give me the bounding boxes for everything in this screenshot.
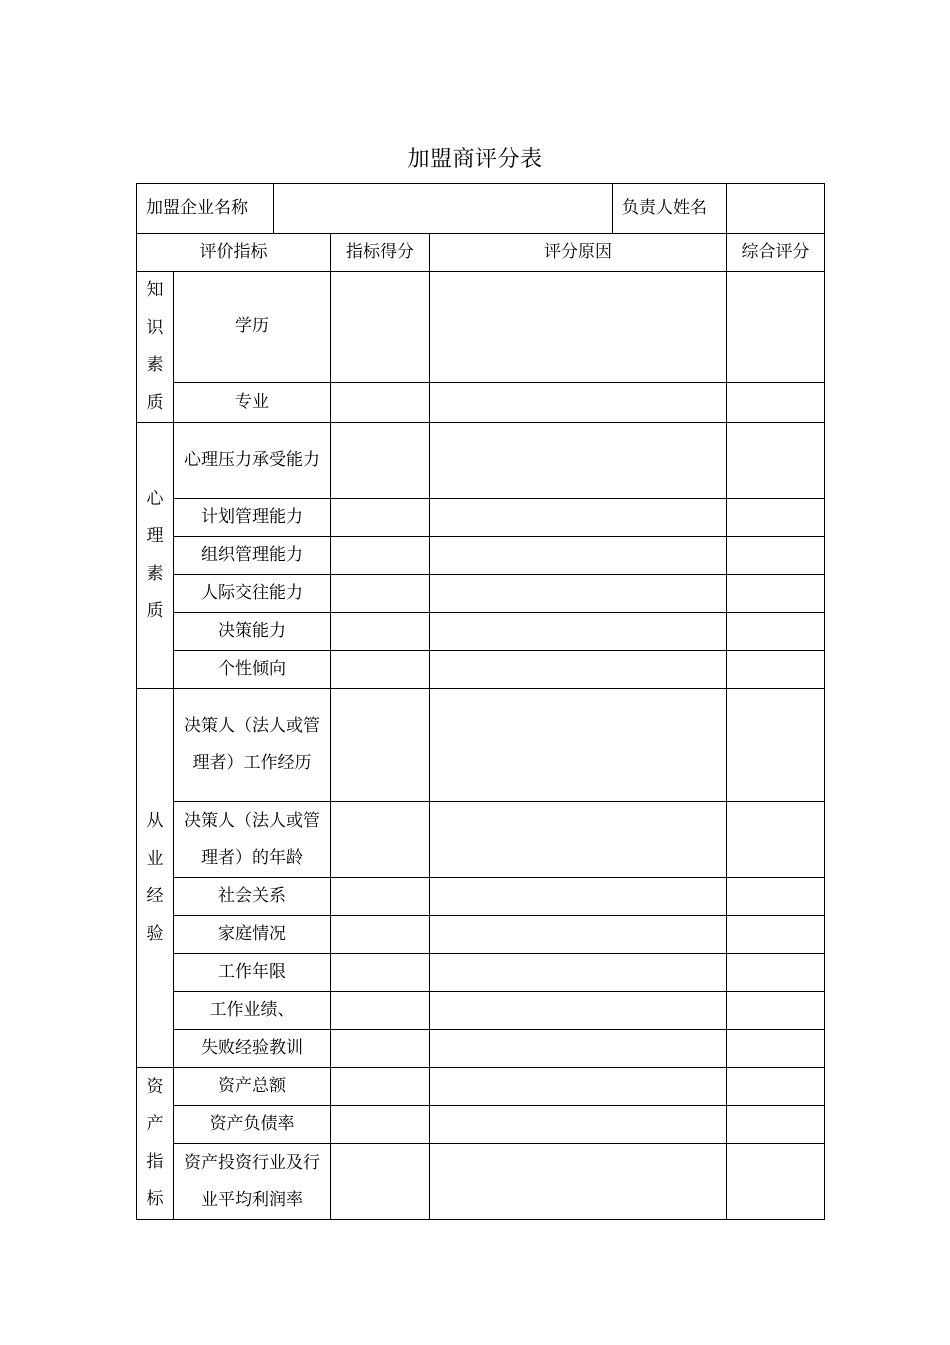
person-name-label: 负责人姓名 [613, 184, 727, 234]
overall-cell[interactable] [727, 954, 825, 992]
item-total-assets: 资产总额 [174, 1068, 331, 1106]
category-experience-label: 从业经验 [146, 811, 164, 944]
overall-cell[interactable] [727, 272, 825, 383]
item-education: 学历 [174, 272, 331, 383]
item-stress-label: 心理压力承受能力 [184, 450, 320, 470]
reason-cell[interactable] [430, 499, 727, 537]
reason-cell[interactable] [430, 423, 727, 499]
overall-cell[interactable] [727, 499, 825, 537]
reason-cell[interactable] [430, 916, 727, 954]
item-performance: 工作业绩、 [174, 992, 331, 1030]
item-age-label: 决策人（法人或管理者）的年龄 [184, 810, 320, 868]
score-cell[interactable] [331, 878, 430, 916]
overall-cell[interactable] [727, 878, 825, 916]
category-knowledge [137, 272, 174, 423]
score-cell[interactable] [331, 499, 430, 537]
item-planning: 计划管理能力 [174, 499, 331, 537]
overall-cell[interactable] [727, 1068, 825, 1106]
score-cell[interactable] [331, 1068, 430, 1106]
company-name-field[interactable] [274, 184, 613, 234]
item-work-history [174, 689, 331, 802]
item-interpersonal: 人际交往能力 [174, 575, 331, 613]
score-cell[interactable] [331, 802, 430, 878]
franchisee-score-table [136, 183, 825, 1220]
item-organizing: 组织管理能力 [174, 537, 331, 575]
category-assets [137, 1068, 174, 1220]
reason-cell[interactable] [430, 1068, 727, 1106]
item-years: 工作年限 [174, 954, 331, 992]
item-stress [174, 423, 331, 499]
score-cell[interactable] [331, 537, 430, 575]
reason-cell[interactable] [430, 537, 727, 575]
item-lessons: 失败经验教训 [174, 1030, 331, 1068]
reason-cell[interactable] [430, 689, 727, 802]
item-debt-ratio: 资产负债率 [174, 1106, 331, 1144]
reason-cell[interactable] [430, 651, 727, 689]
item-major: 专业 [174, 382, 331, 422]
score-cell[interactable] [331, 1106, 430, 1144]
person-name-field[interactable] [727, 184, 825, 234]
reason-cell[interactable] [430, 878, 727, 916]
score-cell[interactable] [331, 382, 430, 422]
reason-cell[interactable] [430, 382, 727, 422]
reason-cell[interactable] [430, 272, 727, 383]
score-cell[interactable] [331, 992, 430, 1030]
score-cell[interactable] [331, 689, 430, 802]
category-experience [137, 689, 174, 1068]
score-cell[interactable] [331, 1144, 430, 1220]
score-cell[interactable] [331, 916, 430, 954]
column-header-reason: 评分原因 [430, 234, 727, 272]
reason-cell[interactable] [430, 1144, 727, 1220]
item-personality: 个性倾向 [174, 651, 331, 689]
overall-cell[interactable] [727, 916, 825, 954]
overall-cell[interactable] [727, 1144, 825, 1220]
overall-cell[interactable] [727, 382, 825, 422]
category-assets-label: 资产指标 [146, 1076, 164, 1209]
category-knowledge-label: 知识素质 [146, 280, 164, 413]
reason-cell[interactable] [430, 992, 727, 1030]
item-work-history-label: 决策人（法人或管理者）工作经历 [184, 716, 320, 773]
overall-cell[interactable] [727, 423, 825, 499]
score-cell[interactable] [331, 954, 430, 992]
overall-cell[interactable] [727, 689, 825, 802]
column-header-indicator: 评价指标 [137, 234, 331, 272]
page-title: 加盟商评分表 [407, 147, 543, 172]
overall-cell[interactable] [727, 613, 825, 651]
item-family: 家庭情况 [174, 916, 331, 954]
item-age [174, 802, 331, 878]
overall-cell[interactable] [727, 537, 825, 575]
company-name-label: 加盟企业名称 [137, 184, 274, 234]
item-investment-label: 资产投资行业及行业平均利润率 [184, 1152, 320, 1210]
reason-cell[interactable] [430, 613, 727, 651]
overall-cell[interactable] [727, 1030, 825, 1068]
score-cell[interactable] [331, 272, 430, 383]
reason-cell[interactable] [430, 802, 727, 878]
reason-cell[interactable] [430, 575, 727, 613]
score-cell[interactable] [331, 613, 430, 651]
overall-cell[interactable] [727, 651, 825, 689]
score-cell[interactable] [331, 423, 430, 499]
score-cell[interactable] [331, 651, 430, 689]
item-decision: 决策能力 [174, 613, 331, 651]
overall-cell[interactable] [727, 802, 825, 878]
score-cell[interactable] [331, 1030, 430, 1068]
overall-cell[interactable] [727, 992, 825, 1030]
overall-cell[interactable] [727, 1106, 825, 1144]
item-investment [174, 1144, 331, 1220]
score-cell[interactable] [331, 575, 430, 613]
overall-cell[interactable] [727, 575, 825, 613]
reason-cell[interactable] [430, 1106, 727, 1144]
column-header-overall: 综合评分 [727, 234, 825, 272]
column-header-score: 指标得分 [331, 234, 430, 272]
item-social: 社会关系 [174, 878, 331, 916]
category-psychology [137, 423, 174, 689]
category-psychology-label: 心理素质 [146, 488, 164, 621]
reason-cell[interactable] [430, 954, 727, 992]
reason-cell[interactable] [430, 1030, 727, 1068]
